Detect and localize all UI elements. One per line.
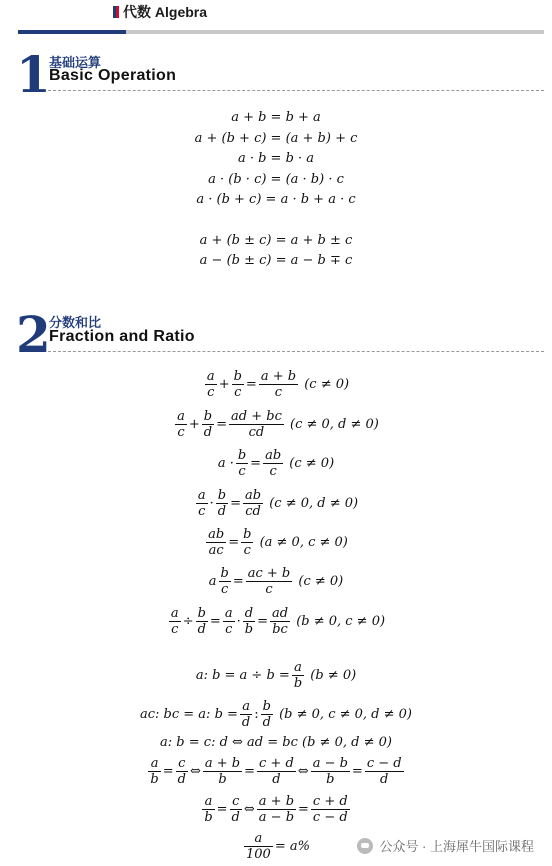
numerator: ad + bc xyxy=(231,409,282,424)
condition: (b ≠ 0) xyxy=(310,668,357,683)
fraction xyxy=(196,606,208,637)
numerator: a + b xyxy=(204,756,241,771)
formula-fraction-6: a $\frac{b}{c}$ = $\frac{ac + b}{c}$ (c ≠ 0) xyxy=(208,566,344,597)
denominator: c xyxy=(265,582,273,597)
denominator: c xyxy=(198,504,206,519)
numerator: b xyxy=(217,488,227,503)
fraction xyxy=(230,794,242,825)
formula-basic-1: a + b = b + a xyxy=(231,110,321,125)
denominator: d xyxy=(272,772,281,787)
numerator: d xyxy=(244,606,254,621)
watermark xyxy=(357,836,534,855)
fraction xyxy=(148,756,160,787)
header-rule-accent xyxy=(18,30,126,34)
formula-ratio-4: $\frac{a}{b}$ = $\frac{c}{d}$ ⇔ $\frac{a + b}{b}$ = $\frac{c + d}{d}$ ⇔ $\frac{a - b}{b}$ = $\frac{c - d}{d}$ xyxy=(150,756,402,787)
numerator: b xyxy=(243,527,252,542)
section-1-title-en: Basic Operation xyxy=(49,67,177,84)
denominator: b xyxy=(244,622,254,637)
denominator: b xyxy=(326,772,335,787)
numerator: a xyxy=(224,606,233,621)
header-rule xyxy=(126,30,544,34)
numerator: b xyxy=(203,409,213,424)
fraction xyxy=(175,409,187,440)
section-2-title-en: Fraction and Ratio xyxy=(49,328,195,345)
denominator: c − d xyxy=(312,810,348,825)
numerator: ab xyxy=(245,488,262,503)
formula-basic-4: a · (b · c) = (a · b) · c xyxy=(208,172,344,187)
numerator: a xyxy=(202,794,214,810)
fraction xyxy=(196,488,208,519)
denominator: c xyxy=(274,385,283,400)
denominator: b xyxy=(293,676,303,691)
section-2-divider xyxy=(48,351,544,352)
formula-fraction-1: $\frac{a}{c}$ + $\frac{b}{c}$ = $\frac{a + b}{c}$ (c ≠ 0) xyxy=(206,369,350,400)
section-2-title-cn: 分数和比 xyxy=(49,315,102,330)
denominator: d xyxy=(231,810,240,825)
fraction xyxy=(219,566,231,597)
fraction xyxy=(241,527,253,558)
flag-icon xyxy=(113,6,119,18)
denominator: cd xyxy=(245,504,261,519)
denominator: c xyxy=(234,385,242,400)
fraction xyxy=(216,488,228,519)
fraction xyxy=(169,606,181,637)
fraction xyxy=(223,606,235,637)
numerator: c + d xyxy=(259,756,294,771)
condition: (c ≠ 0) xyxy=(298,574,344,589)
formula-fraction-3: a · $\frac{b}{c}$ = $\frac{ab}{c}$ (c ≠ 0) xyxy=(217,448,335,479)
denominator: c xyxy=(171,622,179,637)
formula-fraction-7: $\frac{a}{c}$ ÷ $\frac{b}{d}$ = $\frac{a}{c}$ · $\frac{d}{b}$ = $\frac{ad}{bc}$ (b ≠ 0, c ≠ 0) xyxy=(170,606,386,637)
denominator: c xyxy=(238,464,246,479)
wechat-icon xyxy=(357,838,373,854)
condition: (c ≠ 0) xyxy=(304,377,350,392)
fraction xyxy=(229,409,284,440)
section-2-number: 2 xyxy=(16,305,51,364)
fraction xyxy=(270,606,290,637)
section-1-divider xyxy=(48,90,544,91)
numerator: a xyxy=(177,409,185,424)
numerator: ab xyxy=(208,527,225,542)
section-1-title-cn: 基础运算 xyxy=(49,55,102,70)
numerator: b xyxy=(262,699,271,714)
numerator: a + b xyxy=(260,369,297,384)
denominator: d xyxy=(197,622,206,637)
page-header-title: 代数 Algebra xyxy=(123,4,208,20)
condition: (c ≠ 0) xyxy=(289,456,335,471)
fraction xyxy=(205,369,217,400)
condition: (b ≠ 0, c ≠ 0, d ≠ 0) xyxy=(279,707,412,722)
numerator: b xyxy=(233,369,242,384)
denominator: ac xyxy=(208,543,224,558)
fraction xyxy=(202,409,214,440)
numerator: c xyxy=(230,794,242,810)
fraction xyxy=(261,699,273,730)
denominator: c xyxy=(177,425,185,440)
formula-basic-5: a · (b + c) = a · b + a · c xyxy=(196,192,356,207)
formula-fraction-4: $\frac{a}{c}$ · $\frac{b}{d}$ = $\frac{ab}{cd}$ (c ≠ 0, d ≠ 0) xyxy=(197,488,359,519)
fraction xyxy=(259,369,298,400)
fraction xyxy=(311,756,350,787)
fraction xyxy=(246,566,293,597)
page-header xyxy=(113,2,207,22)
numerator: a xyxy=(206,369,215,384)
fraction xyxy=(203,756,242,787)
fraction xyxy=(365,756,404,787)
fraction xyxy=(206,527,226,558)
numerator: c + d xyxy=(312,794,348,809)
numerator: a xyxy=(148,756,160,772)
fraction xyxy=(243,488,263,519)
numerator: b xyxy=(197,606,206,621)
prefix: a · xyxy=(217,456,234,471)
formula-ratio-5: $\frac{a}{b}$ = $\frac{c}{d}$ ⇔ $\frac{a + b}{a - b}$ = $\frac{c + d}{c - d}$ xyxy=(204,794,348,825)
fraction xyxy=(263,448,283,479)
numerator: a + b xyxy=(258,794,295,809)
formula-basic-7: a − (b ± c) = a − b ∓ c xyxy=(199,253,353,268)
fraction xyxy=(176,756,188,787)
formula-fraction-2: $\frac{a}{c}$ + $\frac{b}{d}$ = $\frac{ad + bc}{cd}$ (c ≠ 0, d ≠ 0) xyxy=(177,409,379,440)
numerator: c xyxy=(176,756,188,772)
denominator: d xyxy=(241,715,251,730)
fraction xyxy=(311,794,350,825)
denominator: c xyxy=(221,582,229,597)
watermark-text: 公众号 · 上海犀牛国际课程 xyxy=(379,839,534,854)
denominator: b xyxy=(150,772,159,787)
formula-basic-2: a + (b + c) = (a + b) + c xyxy=(194,131,358,146)
numerator: a xyxy=(170,606,179,621)
formula-ratio-1 xyxy=(0,660,552,691)
numerator: a xyxy=(244,831,273,847)
fraction xyxy=(240,699,252,730)
condition: (b ≠ 0, c ≠ 0) xyxy=(296,614,386,629)
fraction xyxy=(244,831,273,862)
section-1-number: 1 xyxy=(16,45,51,104)
denominator: 100 xyxy=(246,847,271,862)
denominator: c xyxy=(225,622,233,637)
formula-ratio-2: ac: bc = a: b = $\frac{a}{d}$ : $\frac{b}{d}$ (b ≠ 0, c ≠ 0, d ≠ 0) xyxy=(140,699,412,730)
prefix: a xyxy=(208,574,217,589)
denominator: b xyxy=(204,810,213,825)
formula-basic-3: a · b = b · a xyxy=(237,151,315,166)
denominator: c xyxy=(243,543,251,558)
denominator: a − b xyxy=(258,810,295,825)
denominator: cd xyxy=(248,425,265,440)
denominator: d xyxy=(262,715,271,730)
suffix: = a% xyxy=(274,839,310,854)
numerator: ab xyxy=(265,448,282,463)
numerator: ac + b xyxy=(247,566,291,581)
numerator: a − b xyxy=(312,756,348,771)
numerator: ad xyxy=(271,606,289,621)
denominator: d xyxy=(203,425,213,440)
denominator: c xyxy=(269,464,277,479)
condition: (a ≠ 0, c ≠ 0) xyxy=(259,535,348,550)
condition: (c ≠ 0, d ≠ 0) xyxy=(269,496,359,511)
fraction xyxy=(232,369,244,400)
denominator: d xyxy=(217,504,227,519)
prefix: a: b = a ÷ b = xyxy=(195,668,290,683)
numerator: b xyxy=(237,448,247,463)
numerator: a xyxy=(292,660,304,676)
fraction xyxy=(243,606,255,637)
numerator: b xyxy=(220,566,229,581)
fraction xyxy=(257,794,296,825)
formula-fraction-5: $\frac{ab}{ac}$ = $\frac{b}{c}$ (a ≠ 0, c ≠ 0) xyxy=(208,527,348,558)
denominator: bc xyxy=(272,622,288,637)
denominator: b xyxy=(218,772,227,787)
fraction xyxy=(292,660,304,691)
condition: (c ≠ 0, d ≠ 0) xyxy=(290,417,379,432)
numerator: a xyxy=(240,699,252,715)
denominator: d xyxy=(380,772,389,787)
denominator: d xyxy=(177,772,186,787)
fraction xyxy=(257,756,296,787)
numerator: a xyxy=(197,488,206,503)
fraction xyxy=(202,794,214,825)
formula-basic-6: a + (b ± c) = a + b ± c xyxy=(199,233,353,248)
fraction xyxy=(236,448,248,479)
prefix: ac: bc = a: b = xyxy=(140,707,238,722)
formula-ratio-3: a: b = c: d ⇔ ad = bc (b ≠ 0, d ≠ 0) xyxy=(160,735,392,750)
numerator: c − d xyxy=(366,756,402,771)
denominator: c xyxy=(207,385,215,400)
